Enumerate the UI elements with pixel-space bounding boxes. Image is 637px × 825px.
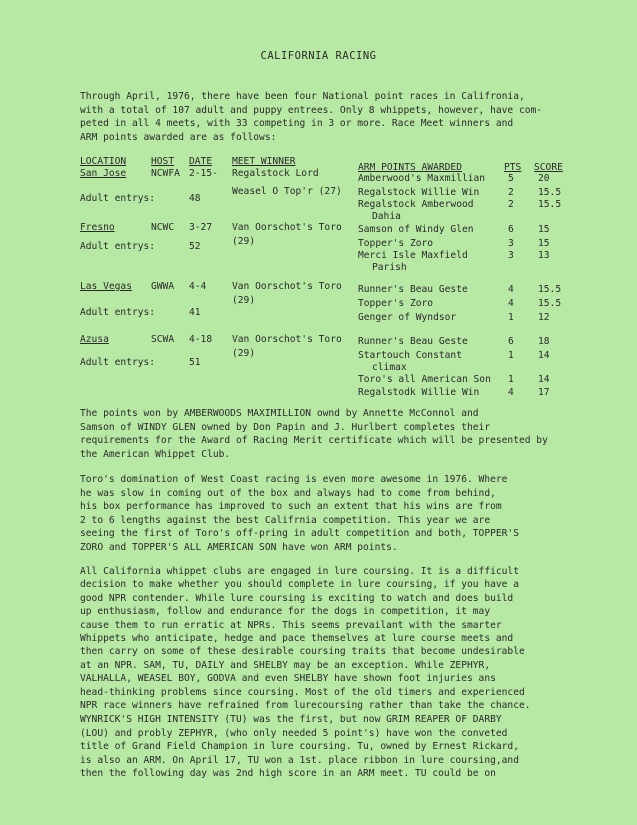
award-dog-name: Topper's Zoro bbox=[358, 298, 434, 309]
text-line: All California whippet clubs are engaged in lure coursing. It is a difficult bbox=[80, 566, 519, 577]
text-line: Through April, 1976, there have been four National point races in Califronia, bbox=[80, 91, 525, 102]
meet-winner: (29) bbox=[232, 348, 256, 359]
lure-coursing-paragraph bbox=[80, 565, 600, 712]
award-dog-name: Regalstock Amberwood bbox=[358, 199, 474, 210]
text-line: 2 to 6 lengths against the best Califrnia competition. This year we are bbox=[80, 514, 491, 526]
meet-date: 3-27 bbox=[189, 222, 213, 233]
meet-date: 4-18 bbox=[189, 334, 213, 345]
text-line: ZORO and TOPPER'S ALL AMERICAN SON have won ARM points. bbox=[80, 541, 398, 553]
award-pts: 1 bbox=[508, 350, 514, 361]
award-dog-name: Runner's Beau Geste bbox=[358, 284, 468, 295]
text-line: good NPR contender. While lure coursing is exciting to watch and does build bbox=[80, 592, 514, 604]
intro-paragraph bbox=[80, 90, 600, 144]
award-dog-name: Regalstock Willie Win bbox=[358, 187, 480, 198]
meet-winner: Van Oorschot's Toro bbox=[232, 281, 342, 292]
award-dog-name: Topper's Zoro bbox=[358, 238, 434, 249]
award-score: 17 bbox=[538, 387, 550, 398]
adult-entrys-count: 52 bbox=[189, 241, 201, 252]
text-line: Whippets who anticipate, hedge and pace themselves at lure course meets and bbox=[80, 633, 514, 645]
adult-entrys-label: Adult entrys: bbox=[80, 193, 156, 204]
award-pts: 4 bbox=[508, 387, 514, 398]
text-line: Toro's domination of West Coast racing is even more awesome in 1976. Where bbox=[80, 474, 508, 485]
arm-award-paragraph bbox=[80, 407, 600, 461]
award-dog-name: Amberwood's Maxmillian bbox=[358, 173, 486, 184]
text-line: peted in all 4 meets, with 33 competing in 3 or more. Race Meet winners and bbox=[80, 118, 514, 129]
meet-winner: (29) bbox=[232, 295, 256, 306]
text-line: head-thinking problems since coursing. Most of the old timers and experienced bbox=[80, 686, 525, 698]
award-score: 15.5 bbox=[538, 199, 562, 210]
text-line: ARM points awarded are as follows: bbox=[80, 131, 277, 143]
meet-location: San Jose bbox=[80, 168, 127, 179]
text-line: VALHALLA, WEASEL BOY, GODVA and even SHELBY have shown foot injuries ans bbox=[80, 673, 496, 685]
text-line: title of Grand Field Champion in lure coursing. Tu, owned by Ernest Rickard, bbox=[80, 741, 519, 752]
header-date: DATE bbox=[189, 156, 213, 167]
header-score: SCORE bbox=[534, 162, 563, 173]
text-line: seeing the first of Toro's off-pring in adult competition and both, TOPPER'S bbox=[80, 528, 519, 539]
award-pts: 5 bbox=[508, 173, 514, 184]
meet-host: GWWA bbox=[151, 281, 175, 292]
award-pts: 6 bbox=[508, 224, 514, 235]
award-dog-name: Samson of Windy Glen bbox=[358, 224, 474, 235]
header-pts: PTS bbox=[504, 162, 522, 173]
adult-entrys-label: Adult entrys: bbox=[80, 357, 156, 368]
text-line: is also an ARM. On April 17, TU won a 1st. place ribbon in lure coursing,and bbox=[80, 754, 519, 766]
award-pts: 1 bbox=[508, 312, 514, 323]
adult-entrys-count: 48 bbox=[189, 193, 201, 204]
award-pts: 3 bbox=[508, 250, 514, 261]
meet-date: 2-15- bbox=[189, 168, 218, 179]
award-score: 14 bbox=[538, 374, 550, 385]
award-score: 13 bbox=[538, 250, 550, 261]
text-line: at an NPR. SAM, TU, DAILY and SHELBY may be an exception. While ZEPHYR, bbox=[80, 659, 491, 671]
award-pts: 1 bbox=[508, 374, 514, 385]
page-title: CALIFORNIA RACING bbox=[260, 50, 377, 62]
meet-date: 4-4 bbox=[189, 281, 207, 292]
meet-location: Fresno bbox=[80, 222, 115, 233]
award-pts: 6 bbox=[508, 336, 514, 347]
award-dog-name: Parish bbox=[372, 262, 407, 273]
header-arm-points: ARM POINTS AWARDED bbox=[358, 162, 462, 173]
header-meet-winner: MEET WINNER bbox=[232, 156, 296, 167]
award-dog-name: Dahia bbox=[372, 211, 401, 222]
text-line: requirements for the Award of Racing Merit certificate which will be presented by bbox=[80, 435, 548, 446]
meet-winner: (29) bbox=[232, 236, 256, 247]
text-line: The points won by AMBERWOODS MAXIMILLION ownd by Annette McConnol and bbox=[80, 408, 479, 419]
text-line: then the following day was 2nd high score in an ARM meet. TU could be on bbox=[80, 768, 496, 779]
text-line: WYNRICK'S HIGH INTENSITY (TU) was the first, but now GRIM REAPER OF DARBY bbox=[80, 714, 502, 725]
text-line: up enthusiasm, follow and endurance for the dogs in competition, it may bbox=[80, 606, 491, 618]
text-line: decision to make whether you should complete in lure coursing, if you have a bbox=[80, 579, 519, 591]
award-dog-name: Regalstodk Willie Win bbox=[358, 387, 480, 398]
meet-winner: Weasel O Top'r (27) bbox=[232, 186, 342, 197]
header-location: LOCATION bbox=[80, 156, 127, 167]
award-score: 20 bbox=[538, 173, 550, 184]
award-score: 15.5 bbox=[538, 298, 562, 309]
text-line: Samson of WINDY GLEN owned by Don Papin and J. Hurlbert completes their bbox=[80, 421, 491, 433]
award-score: 14 bbox=[538, 350, 550, 361]
meet-host: NCWFA bbox=[151, 168, 180, 179]
award-dog-name: climax bbox=[372, 362, 407, 373]
adult-entrys-label: Adult entrys: bbox=[80, 241, 156, 252]
award-pts: 4 bbox=[508, 284, 514, 295]
meet-location: Las Vegas bbox=[80, 281, 132, 292]
meet-winner: Regalstock Lord bbox=[232, 168, 319, 179]
meet-host: SCWA bbox=[151, 334, 175, 345]
award-score: 15 bbox=[538, 224, 550, 235]
award-score: 15.5 bbox=[538, 187, 562, 198]
text-line: then carry on some of these desirable coursing traits that become undesirable bbox=[80, 646, 525, 658]
award-dog-name: Genger of Wyndsor bbox=[358, 312, 457, 323]
text-line: the American Whippet Club. bbox=[80, 448, 231, 460]
award-score: 15.5 bbox=[538, 284, 562, 295]
award-score: 15 bbox=[538, 238, 550, 249]
award-pts: 2 bbox=[508, 187, 514, 198]
meet-location: Azusa bbox=[80, 334, 109, 345]
award-dog-name: Runner's Beau Geste bbox=[358, 336, 468, 347]
adult-entrys-count: 41 bbox=[189, 307, 201, 318]
award-pts: 3 bbox=[508, 238, 514, 249]
award-pts: 4 bbox=[508, 298, 514, 309]
meet-winner: Van Oorschot's Toro bbox=[232, 222, 342, 233]
award-score: 12 bbox=[538, 312, 550, 323]
adult-entrys-label: Adult entrys: bbox=[80, 307, 156, 318]
text-line: he was slow in coming out of the box and always had to come from behind, bbox=[80, 487, 496, 499]
meet-winner: Van Oorschot's Toro bbox=[232, 334, 342, 345]
adult-entrys-count: 51 bbox=[189, 357, 201, 368]
text-line: NPR race winners have refrained from lurecoursing rather than take the chance. bbox=[80, 700, 531, 712]
champions-paragraph bbox=[80, 713, 600, 781]
award-dog-name: Toro's all American Son bbox=[358, 374, 491, 385]
text-line: with a total of 107 adult and puppy entrees. Only 8 whippets, however, have com- bbox=[80, 104, 543, 116]
meet-host: NCWC bbox=[151, 222, 175, 233]
award-dog-name: Merci Isle Maxfield bbox=[358, 250, 468, 261]
text-line: his box performance has improved to such an extent that his wins are from bbox=[80, 501, 502, 512]
text-line: (LOU) and probly ZEPHYR, (who only needed 5 point's) have won the conveted bbox=[80, 727, 508, 739]
award-score: 18 bbox=[538, 336, 550, 347]
text-line: cause them to run erratic at NPRs. This seems prevailant with the smarter bbox=[80, 619, 502, 631]
toro-paragraph bbox=[80, 473, 600, 554]
award-pts: 2 bbox=[508, 199, 514, 210]
header-host: HOST bbox=[151, 156, 175, 167]
award-dog-name: Startouch Constant bbox=[358, 350, 462, 361]
